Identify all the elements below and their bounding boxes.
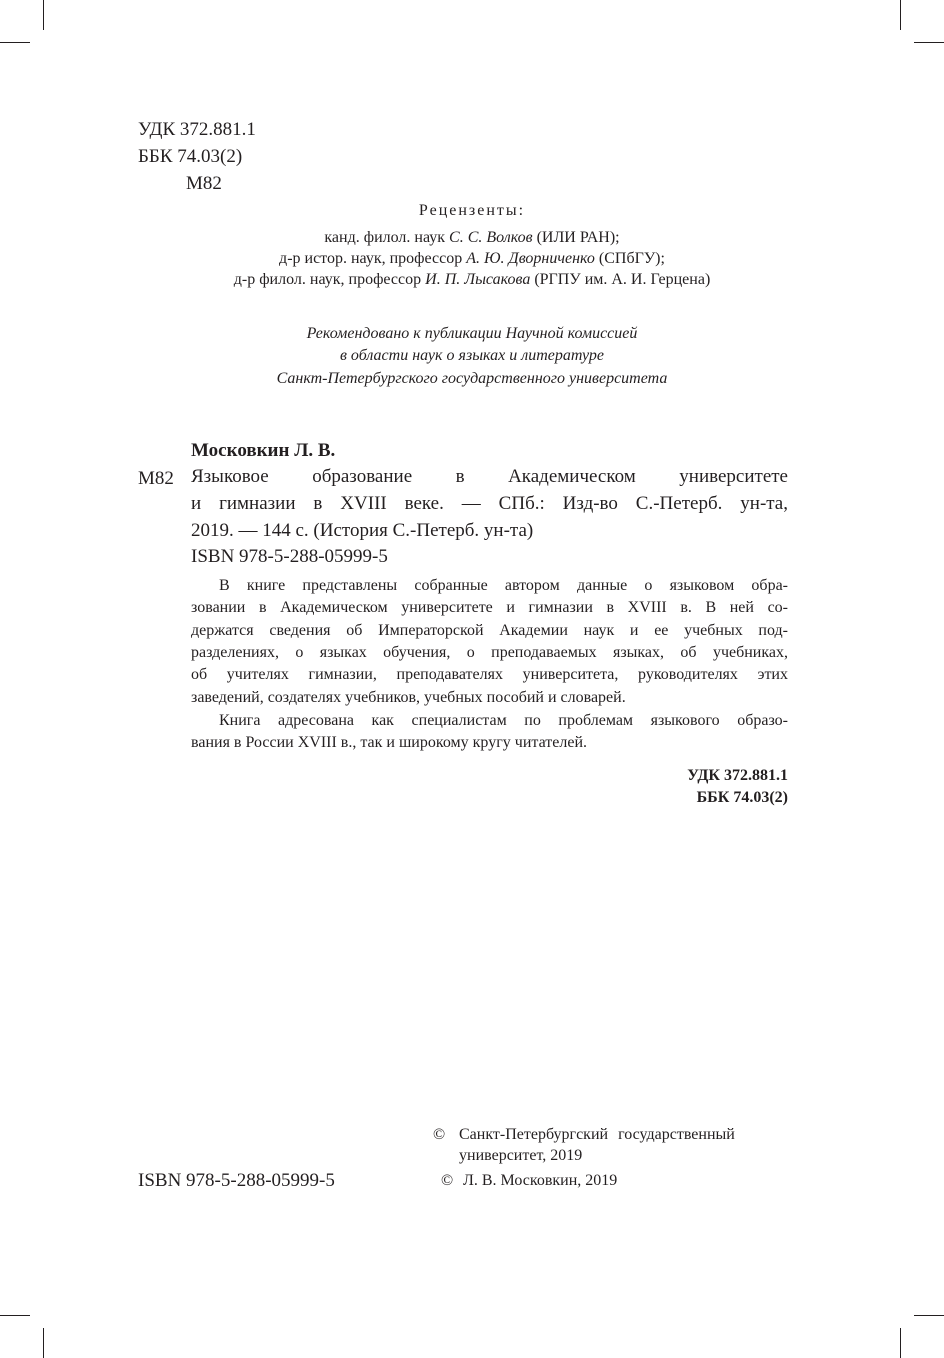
- reviewer-2-name: А. Ю. Дворниченко: [466, 250, 595, 267]
- annotation-line-4: разделениях, о языках обучения, о преподаваемых языках, об учебниках,: [191, 644, 788, 661]
- reviewer-2: [0, 248, 944, 270]
- annotation-line-1: В книге представлены собранные автором данные о языковом обра-: [219, 577, 788, 594]
- recommendation-line-1: Рекомендовано к публикации Научной комиссией: [306, 325, 638, 342]
- annotation-line-7: Книга адресована как специалистам по проблемам языкового образо-: [219, 712, 788, 729]
- crop-mark-bottom-left-v: [43, 1328, 44, 1358]
- record-title-line-2: и гимназии в XVIII веке. — СПб.: Изд-во С.-Петерб. ун-та,: [191, 493, 788, 514]
- recommendation-line-2: в области наук о языках и литературе: [339, 347, 604, 364]
- annotation-line-5: об учителях гимназии, преподавателях университета, руководителях этих: [191, 666, 788, 683]
- record-isbn: ISBN 978-5-288-05999-5: [191, 546, 388, 567]
- annotation-line-2: зовании в Академическом университете и гимназии в XVIII в. В ней со-: [191, 599, 788, 616]
- copyright-symbol-2: ©: [441, 1172, 454, 1189]
- annotation-line-3: держатся сведения об Императорской Академии наук и ее учебных под-: [191, 622, 788, 639]
- reviewer-3-name: И. П. Лысакова: [425, 271, 531, 288]
- crop-mark-bottom-left-h: [0, 1315, 30, 1316]
- record-title-line-3: 2019. — 144 с. (История С.-Петерб. ун-та): [191, 520, 534, 541]
- reviewer-1-name: С. С. Волков: [449, 229, 533, 246]
- reviewer-1-degree: канд. филол. наук: [324, 229, 450, 246]
- reviewer-2-affiliation: (СПбГУ);: [594, 250, 665, 267]
- crop-mark-bottom-right-v: [900, 1328, 901, 1358]
- udk-code-bottom: [488, 765, 788, 787]
- reviewers-heading: Рецензенты:: [418, 202, 526, 219]
- udk-code-bottom-text: УДК 372.881.1: [687, 767, 788, 784]
- copyright-symbol-1: ©: [433, 1126, 446, 1143]
- reviewer-2-degree: д-р истор. наук, профессор: [279, 250, 467, 267]
- reviewer-3: [0, 269, 944, 291]
- crop-mark-top-left-h: [0, 42, 30, 43]
- reviewer-1: [0, 227, 944, 249]
- isbn-footer: ISBN 978-5-288-05999-5: [138, 1170, 335, 1191]
- crop-mark-top-right-v: [900, 0, 901, 30]
- bbk-code-bottom: [488, 787, 788, 809]
- annotation-line-8: вания в России XVIII в., так и широкому кругу читателей.: [191, 734, 587, 751]
- reviewer-1-affiliation: (ИЛИ РАН);: [532, 229, 620, 246]
- annotation-line-6: заведений, создателях учебников, учебных пособий и словарей.: [191, 689, 626, 706]
- record-author-sign: М82: [138, 468, 174, 489]
- crop-mark-bottom-right-h: [914, 1315, 944, 1316]
- bbk-code-bottom-text: ББК 74.03(2): [696, 789, 788, 806]
- author-sign: М82: [186, 173, 222, 194]
- reviewer-3-degree: д-р филол. наук, профессор: [233, 271, 426, 288]
- copyright-holder-2: Л. В. Московкин, 2019: [463, 1172, 618, 1189]
- record-title-line-1: Языковое образование в Академическом университете: [191, 466, 788, 487]
- reviewer-3-affiliation: (РГПУ им. А. И. Герцена): [530, 271, 711, 288]
- crop-mark-top-left-v: [43, 0, 44, 30]
- copyright-holder-1-line-2: университет, 2019: [459, 1147, 583, 1164]
- crop-mark-top-right-h: [914, 42, 944, 43]
- copyright-holder-1-line-1: Санкт-Петербургский государственный: [459, 1126, 735, 1143]
- recommendation-line-3: Санкт-Петербургского государственного университета: [276, 370, 668, 387]
- udk-code: УДК 372.881.1: [138, 119, 256, 140]
- bbk-code: ББК 74.03(2): [138, 146, 243, 167]
- record-author-name: Московкин Л. В.: [191, 440, 336, 461]
- record-author: [191, 439, 335, 463]
